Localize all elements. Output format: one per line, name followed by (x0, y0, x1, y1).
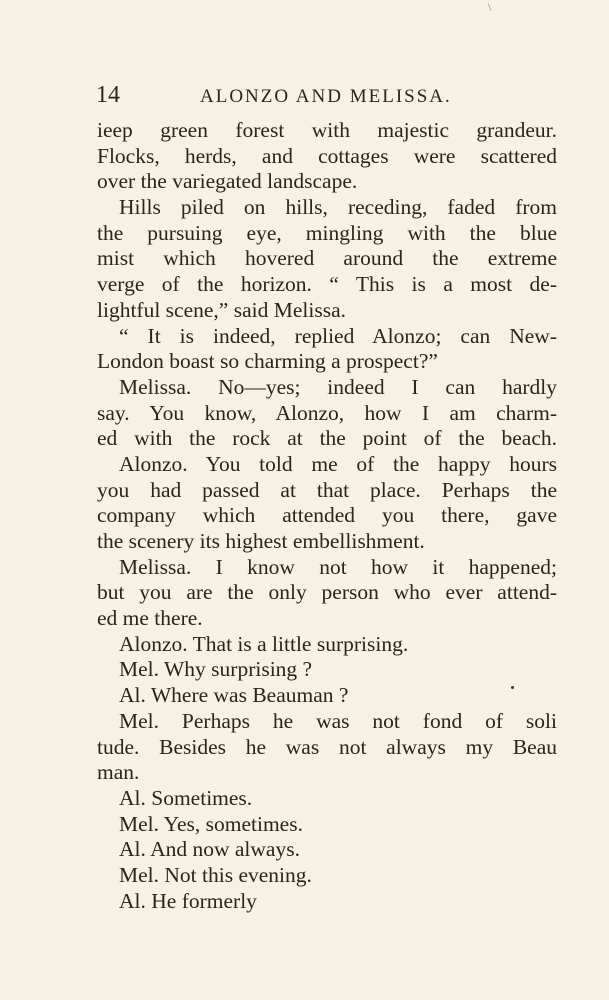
text-line: verge of the horizon. “ This is a most de- (97, 272, 557, 297)
text-line: company which attended you there, gave (97, 503, 557, 528)
page-header (96, 82, 566, 112)
body-text (97, 118, 557, 914)
text-line: Al. Where was Beauman ? (119, 683, 349, 708)
ink-speck (511, 686, 514, 689)
text-line: Melissa. No—yes; indeed I can hardly (119, 374, 557, 399)
text-line: Mel. Not this evening. (119, 862, 312, 887)
text-line: ed me there. (97, 606, 203, 631)
scan-mark: \ (488, 0, 492, 14)
text-line: Flocks, herds, and cottages were scattered (97, 143, 557, 168)
text-line: Mel. Why surprising ? (119, 657, 313, 682)
text-line: Alonzo. You told me of the happy hours (119, 451, 557, 476)
text-line: but you are the only person who ever attend- (97, 580, 557, 605)
text-line: say. You know, Alonzo, how I am charm- (97, 400, 557, 425)
page-number: 14 (96, 82, 120, 108)
text-line: Hills piled on hills, receding, faded from (119, 195, 557, 220)
text-line: Al. He formerly (119, 888, 257, 913)
text-line: you had passed at that place. Perhaps the (97, 477, 557, 502)
running-title: ALONZO AND MELISSA. (200, 86, 452, 107)
text-line: Melissa. I know not how it happened; (119, 554, 557, 579)
text-line: the pursuing eye, mingling with the blue (97, 220, 557, 245)
text-line: over the variegated landscape. (97, 169, 358, 194)
text-line: Al. Sometimes. (119, 785, 253, 810)
text-line: Alonzo. That is a little surprising. (119, 631, 409, 656)
text-line: mist which hovered around the extreme (97, 246, 557, 271)
text-line: Mel. Yes, sometimes. (119, 811, 303, 836)
text-line: man. (97, 760, 140, 785)
text-line: London boast so charming a prospect?” (97, 349, 438, 374)
text-line: Mel. Perhaps he was not fond of soli (119, 708, 557, 733)
text-line: tude. Besides he was not always my Beau (97, 734, 557, 759)
text-line: ed with the rock at the point of the beach. (97, 426, 557, 451)
text-line: “ It is indeed, replied Alonzo; can New- (119, 323, 557, 348)
text-line: Al. And now always. (119, 837, 300, 862)
text-line: the scenery its highest embellishment. (97, 529, 425, 553)
text-line: lightful scene,” said Melissa. (97, 297, 346, 322)
text-line: ieep green forest with majestic grandeur. (97, 118, 557, 142)
